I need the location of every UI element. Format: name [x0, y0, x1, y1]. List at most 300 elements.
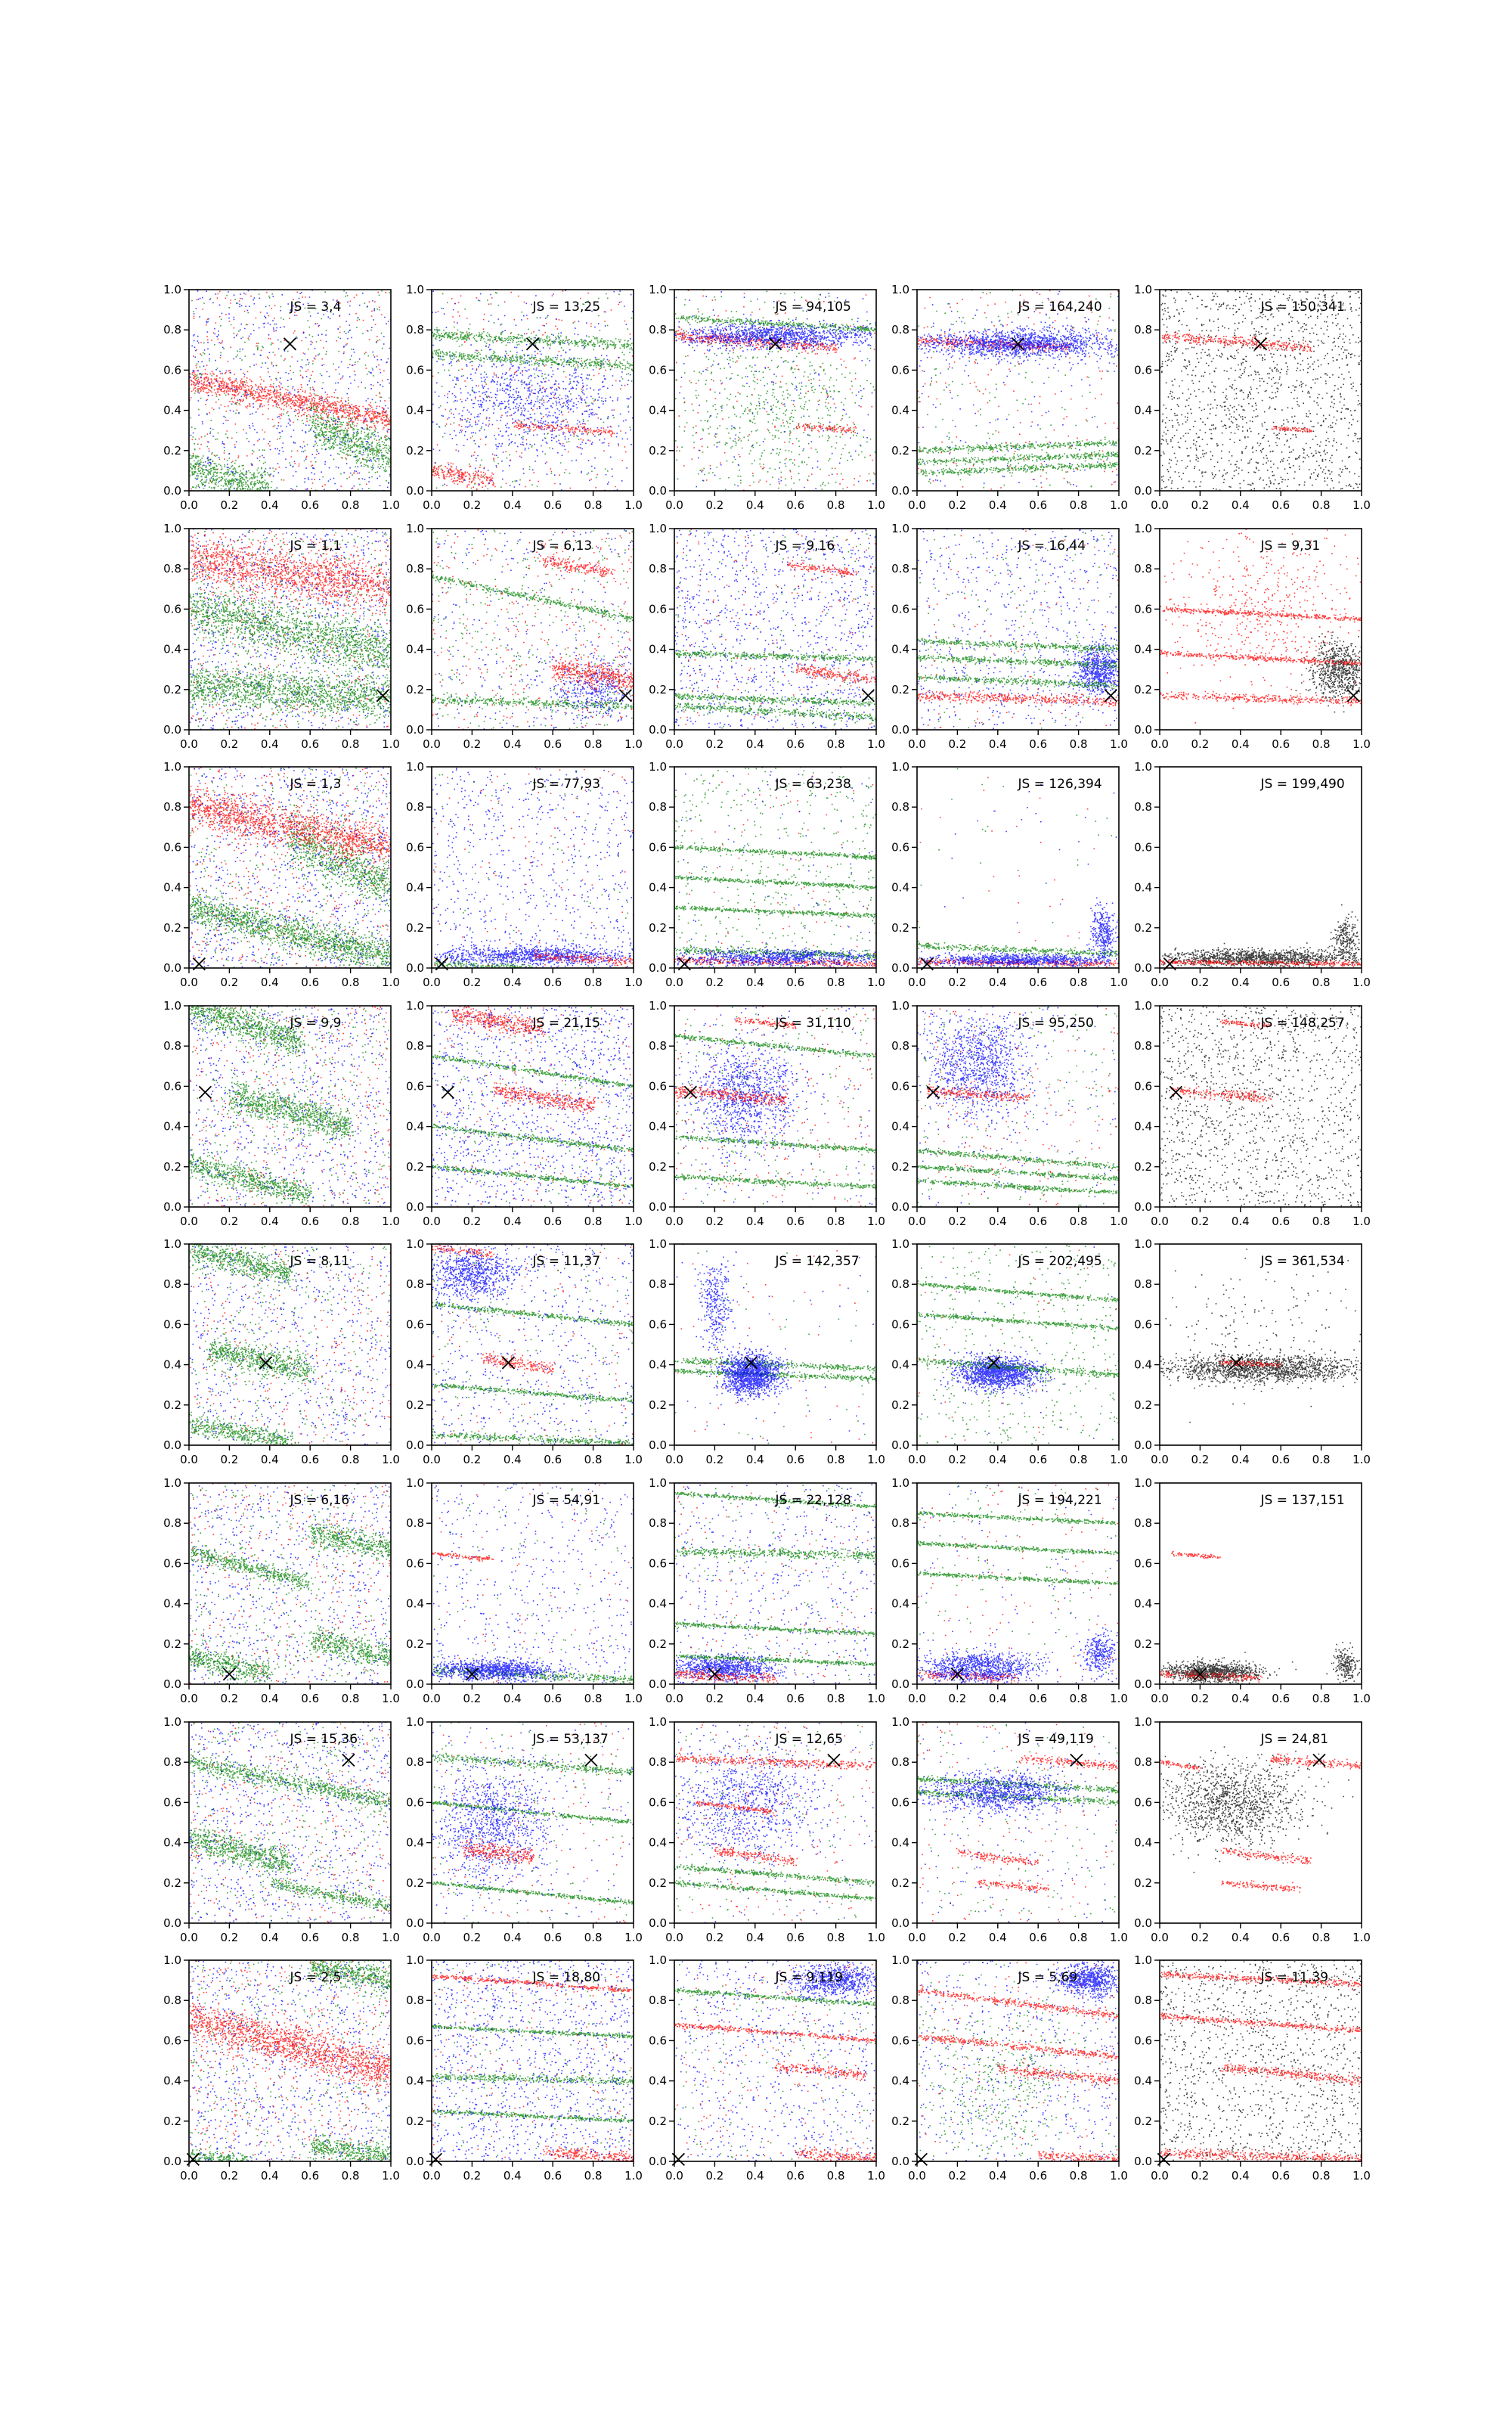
x-tick-label: 0.2: [948, 1215, 967, 1228]
x-tick-label: 0.2: [1191, 976, 1210, 989]
points-r: [190, 1483, 392, 1684]
axes-frame: [1160, 1244, 1362, 1445]
x-tick-label: 0.2: [463, 1215, 482, 1228]
y-tick-label: 0.6: [891, 840, 909, 855]
axes-frame: [432, 290, 634, 491]
y-tick-label: 0.4: [406, 1835, 424, 1850]
y-tick-label: 0.2: [1134, 2114, 1152, 2128]
js-label: JS = 150,341: [1260, 299, 1345, 315]
y-tick-label: 0.8: [1134, 1755, 1152, 1770]
x-tick-label: 0.6: [786, 1692, 805, 1705]
y-tick-label: 0.6: [649, 1317, 667, 1332]
points-r: [191, 1245, 392, 1444]
x-tick-label: 0.6: [301, 498, 320, 512]
y-tick-label: 0.2: [406, 2114, 424, 2128]
y-tick-label: 0.4: [649, 403, 667, 417]
x-tick-label: 0.0: [423, 498, 441, 512]
points-b: [432, 1483, 634, 1683]
x-tick-label: 0.6: [786, 498, 805, 512]
x-tick-label: 0.6: [1272, 1453, 1290, 1466]
target-marker-icon: [342, 1754, 355, 1767]
y-tick-label: 0.8: [1134, 1993, 1152, 2008]
y-tick-label: 1.0: [891, 999, 909, 1013]
y-tick-label: 0.4: [163, 880, 181, 895]
y-tick-label: 1.0: [891, 1237, 909, 1251]
js-label: JS = 31,110: [775, 1016, 851, 1031]
x-tick-label: 1.0: [1352, 976, 1371, 989]
y-tick-label: 0.0: [163, 1438, 181, 1452]
y-tick-label: 0.8: [1134, 323, 1152, 337]
y-tick-label: 0.4: [406, 1119, 424, 1134]
y-tick-label: 0.4: [891, 1596, 909, 1611]
y-tick-label: 0.0: [406, 2155, 424, 2168]
x-tick-label: 0.4: [1231, 1215, 1250, 1228]
x-tick-label: 1.0: [382, 498, 400, 512]
points-g: [917, 1722, 1120, 1922]
y-tick-label: 0.8: [891, 800, 909, 814]
y-tick-label: 0.6: [163, 1079, 181, 1094]
y-tick-label: 0.2: [649, 2114, 667, 2128]
y-tick-label: 1.0: [163, 522, 181, 535]
x-tick-label: 1.0: [382, 1215, 400, 1228]
y-tick-label: 0.4: [891, 642, 909, 656]
x-tick-label: 0.8: [1312, 1931, 1331, 1944]
y-tick-label: 0.4: [406, 642, 424, 656]
y-tick-label: 0.0: [891, 1438, 909, 1452]
scatter-points: [432, 1483, 634, 1683]
x-tick-label: 0.0: [665, 1453, 683, 1466]
x-tick-label: 0.0: [1151, 1931, 1169, 1944]
y-tick-label: 0.2: [406, 1876, 424, 1890]
subplot-r5-c1: [406, 1476, 643, 1705]
subplot-r5-c0: [163, 1476, 400, 1705]
subplot-r7-c2: [649, 1953, 885, 2183]
scatter-points: [1160, 1747, 1362, 1892]
x-tick-label: 0.0: [1151, 1453, 1169, 1466]
y-tick-label: 0.0: [1134, 484, 1152, 498]
x-tick-label: 0.6: [786, 1215, 805, 1228]
x-tick-label: 0.4: [988, 1453, 1007, 1466]
x-tick-label: 1.0: [1352, 1215, 1371, 1228]
y-tick-label: 0.6: [1134, 602, 1152, 616]
scatter-points: [917, 1722, 1120, 1923]
js-label: JS = 6,16: [290, 1493, 350, 1508]
x-tick-label: 0.4: [988, 2169, 1007, 2183]
y-tick-label: 0.8: [406, 800, 424, 814]
x-tick-label: 1.0: [1110, 498, 1128, 512]
x-tick-label: 0.6: [301, 737, 320, 751]
points-r: [677, 529, 877, 729]
points-g: [918, 290, 1120, 487]
scatter-points: [189, 767, 392, 968]
x-tick-label: 0.8: [584, 1453, 603, 1466]
subplot-r1-c1: [406, 522, 643, 751]
axes-frame: [432, 767, 634, 968]
y-tick-label: 0.4: [163, 642, 181, 656]
x-tick-label: 0.4: [260, 737, 279, 751]
x-tick-label: 1.0: [1110, 1692, 1128, 1705]
x-tick-label: 0.4: [260, 1692, 279, 1705]
subplot-r2-c3: [891, 760, 1128, 989]
y-tick-label: 0.0: [649, 484, 667, 498]
y-tick-label: 0.6: [163, 602, 181, 616]
js-label: JS = 126,394: [1018, 777, 1102, 792]
points-b: [190, 1244, 392, 1445]
y-tick-label: 1.0: [163, 999, 181, 1013]
x-tick-label: 1.0: [1352, 498, 1371, 512]
target-marker-icon: [927, 1086, 939, 1098]
y-tick-label: 1.0: [406, 522, 424, 535]
x-tick-label: 0.0: [908, 1931, 926, 1944]
scatter-points: [189, 290, 392, 491]
x-tick-label: 0.4: [745, 498, 764, 512]
x-tick-label: 0.6: [786, 976, 805, 989]
x-tick-label: 0.0: [908, 1692, 926, 1705]
y-tick-label: 0.0: [891, 1200, 909, 1214]
x-tick-label: 0.8: [584, 737, 603, 751]
x-tick-label: 0.4: [745, 2169, 764, 2183]
target-marker-icon: [1170, 1086, 1182, 1098]
y-tick-label: 0.2: [1134, 443, 1152, 458]
y-tick-label: 0.2: [163, 920, 181, 935]
x-tick-label: 0.4: [503, 976, 522, 989]
axes-frame: [189, 1722, 391, 1923]
points-b: [432, 1960, 635, 2161]
y-tick-label: 1.0: [1134, 1953, 1152, 1967]
y-tick-label: 0.4: [891, 880, 909, 895]
js-label: JS = 63,238: [775, 777, 851, 792]
x-tick-label: 0.4: [1231, 1931, 1250, 1944]
points-g: [917, 1246, 1120, 1444]
subplot-r2-c4: [1134, 760, 1371, 989]
js-label: JS = 54,91: [532, 1493, 601, 1508]
y-tick-label: 0.4: [891, 1357, 909, 1372]
subplot-r0-c1: [406, 283, 643, 512]
y-tick-label: 0.8: [649, 800, 667, 814]
target-marker-icon: [199, 1086, 211, 1098]
points-b: [917, 529, 1120, 730]
y-tick-label: 0.0: [891, 1916, 909, 1930]
x-tick-label: 0.8: [1069, 2169, 1088, 2183]
target-marker-icon: [442, 1086, 454, 1098]
points-g: [917, 1007, 1120, 1206]
y-tick-label: 0.8: [406, 1039, 424, 1053]
x-tick-label: 0.8: [1069, 1215, 1088, 1228]
y-tick-label: 0.6: [406, 1556, 424, 1571]
x-tick-label: 1.0: [1352, 1931, 1371, 1944]
x-tick-label: 0.4: [745, 1692, 764, 1705]
x-tick-label: 0.6: [301, 1931, 320, 1944]
x-tick-label: 0.8: [341, 498, 360, 512]
scatter-points: [189, 1483, 392, 1684]
y-tick-label: 1.0: [163, 1953, 181, 1967]
x-tick-label: 0.2: [1191, 1692, 1210, 1705]
y-tick-label: 0.2: [1134, 682, 1152, 697]
subplot-r2-c1: [406, 760, 643, 989]
y-tick-label: 1.0: [406, 1715, 424, 1729]
y-tick-label: 1.0: [1134, 1715, 1152, 1729]
y-tick-label: 0.4: [649, 1357, 667, 1372]
js-label: JS = 11,37: [532, 1254, 601, 1269]
x-tick-label: 0.6: [544, 976, 562, 989]
points-r: [918, 1962, 1120, 2161]
scatter-points: [432, 768, 634, 968]
target-marker-icon: [1105, 690, 1117, 702]
y-tick-label: 1.0: [891, 522, 909, 535]
y-tick-label: 0.6: [891, 1556, 909, 1571]
points-k: [1160, 1960, 1362, 2161]
y-tick-label: 0.8: [1134, 1516, 1152, 1531]
points-r: [917, 531, 1119, 728]
x-tick-label: 0.8: [1312, 1692, 1331, 1705]
points-k: [1160, 1249, 1363, 1423]
x-tick-label: 1.0: [624, 1453, 643, 1466]
y-tick-label: 0.2: [649, 1876, 667, 1890]
x-tick-label: 0.8: [1069, 1931, 1088, 1944]
axes-frame: [189, 1483, 391, 1684]
y-tick-label: 0.4: [649, 1835, 667, 1850]
points-r: [674, 1487, 877, 1683]
y-tick-label: 0.0: [1134, 1916, 1152, 1930]
y-tick-label: 0.8: [1134, 1039, 1152, 1053]
y-tick-label: 0.4: [406, 880, 424, 895]
scatter-points: [432, 290, 634, 491]
scatter-points: [917, 1960, 1120, 2161]
y-tick-label: 0.0: [891, 961, 909, 975]
js-label: JS = 9,31: [1260, 538, 1321, 554]
axes-frame: [189, 290, 391, 491]
x-tick-label: 0.2: [220, 498, 239, 512]
y-tick-label: 0.4: [649, 642, 667, 656]
x-tick-label: 0.8: [341, 976, 360, 989]
points-g: [674, 1485, 878, 1681]
js-label: JS = 194,221: [1018, 1493, 1102, 1508]
scatter-points: [675, 1244, 878, 1443]
x-tick-label: 0.4: [988, 1215, 1007, 1228]
x-tick-label: 0.4: [503, 2169, 522, 2183]
points-r: [676, 1722, 877, 1920]
y-tick-label: 1.0: [1134, 1237, 1152, 1251]
y-tick-label: 0.0: [406, 1677, 424, 1691]
subplot-r7-c4: [1134, 1953, 1371, 2183]
y-tick-label: 0.2: [163, 443, 181, 458]
y-tick-label: 0.6: [406, 363, 424, 377]
y-tick-label: 0.8: [649, 562, 667, 576]
x-tick-label: 1.0: [624, 976, 643, 989]
x-tick-label: 0.2: [948, 1453, 967, 1466]
subplot-r5-c4: [1134, 1476, 1371, 1705]
axes-frame: [432, 529, 634, 730]
x-tick-label: 0.0: [665, 2169, 683, 2183]
x-tick-label: 0.8: [826, 1215, 845, 1228]
y-tick-label: 0.0: [406, 1200, 424, 1214]
x-tick-label: 0.2: [705, 2169, 724, 2183]
x-tick-label: 0.6: [544, 1215, 562, 1228]
x-tick-label: 0.0: [423, 737, 441, 751]
x-tick-label: 0.0: [423, 1453, 441, 1466]
scatter-points: [189, 1244, 392, 1445]
y-tick-label: 0.6: [163, 2034, 181, 2048]
y-tick-label: 0.2: [163, 1159, 181, 1174]
y-tick-label: 1.0: [649, 1953, 667, 1967]
scatter-points: [674, 290, 877, 491]
points-g: [189, 291, 392, 491]
y-tick-label: 0.4: [163, 1119, 181, 1134]
y-tick-label: 0.8: [649, 1993, 667, 2008]
x-tick-label: 0.8: [826, 1453, 845, 1466]
js-label: JS = 53,137: [532, 1732, 609, 1747]
y-tick-label: 0.4: [1134, 2074, 1152, 2088]
y-tick-label: 0.6: [649, 602, 667, 616]
y-tick-label: 1.0: [891, 1953, 909, 1967]
js-label: JS = 21,15: [532, 1016, 601, 1031]
y-tick-label: 0.8: [406, 1755, 424, 1770]
subplot-r7-c3: [891, 1953, 1128, 2183]
y-tick-label: 0.8: [891, 562, 909, 576]
points-r: [675, 290, 877, 490]
target-marker-icon: [1070, 1754, 1083, 1767]
js-label: JS = 8,11: [290, 1254, 350, 1269]
x-tick-label: 1.0: [1110, 976, 1128, 989]
scatter-points: [1160, 1249, 1363, 1423]
x-tick-label: 0.4: [1231, 1453, 1250, 1466]
x-tick-label: 1.0: [624, 737, 643, 751]
points-r: [1162, 333, 1312, 433]
x-tick-label: 0.4: [745, 737, 764, 751]
x-tick-label: 0.4: [260, 1931, 279, 1944]
subplot-r3-c4: [1134, 999, 1371, 1228]
x-tick-label: 0.8: [341, 1215, 360, 1228]
subplot-r3-c0: [163, 999, 400, 1228]
x-tick-label: 0.2: [463, 1692, 482, 1705]
y-tick-label: 1.0: [406, 1237, 424, 1251]
y-tick-label: 1.0: [649, 1237, 667, 1251]
x-tick-label: 1.0: [1110, 1215, 1128, 1228]
x-tick-label: 1.0: [624, 1215, 643, 1228]
y-tick-label: 0.4: [1134, 1119, 1152, 1134]
x-tick-label: 0.2: [705, 1692, 724, 1705]
scatter-points: [674, 1960, 877, 2161]
y-tick-label: 0.0: [163, 484, 181, 498]
scatter-points: [917, 1007, 1120, 1207]
js-label: JS = 77,93: [532, 777, 601, 792]
x-tick-label: 0.8: [1069, 1453, 1088, 1466]
y-tick-label: 0.4: [649, 1596, 667, 1611]
x-tick-label: 1.0: [1110, 737, 1128, 751]
y-tick-label: 1.0: [1134, 1476, 1152, 1490]
x-tick-label: 0.8: [584, 1215, 603, 1228]
scatter-points: [674, 1483, 878, 1684]
subplot-r0-c4: [1134, 283, 1371, 512]
x-tick-label: 0.2: [705, 1453, 724, 1466]
points-b: [918, 1723, 1120, 1923]
x-tick-label: 0.4: [503, 737, 522, 751]
y-tick-label: 0.0: [406, 1438, 424, 1452]
x-tick-label: 0.2: [948, 737, 967, 751]
points-r: [1171, 1019, 1272, 1105]
y-tick-label: 0.4: [649, 880, 667, 895]
y-tick-label: 0.6: [163, 1795, 181, 1810]
subplot-r6-c2: [649, 1715, 885, 1944]
subplot-r2-c0: [163, 760, 400, 989]
x-tick-label: 0.6: [544, 1931, 562, 1944]
y-tick-label: 0.2: [406, 443, 424, 458]
points-b: [432, 529, 634, 729]
x-tick-label: 0.0: [1151, 498, 1169, 512]
y-tick-label: 0.2: [163, 1637, 181, 1651]
y-tick-label: 0.2: [649, 443, 667, 458]
x-tick-label: 0.6: [786, 1931, 805, 1944]
points-b: [922, 1247, 1113, 1438]
x-tick-label: 1.0: [382, 737, 400, 751]
y-tick-label: 1.0: [406, 1953, 424, 1967]
y-tick-label: 0.6: [406, 840, 424, 855]
scatter-points: [917, 290, 1120, 490]
x-tick-label: 0.6: [1272, 976, 1290, 989]
scatter-points: [189, 529, 392, 730]
y-tick-label: 0.0: [1134, 1200, 1152, 1214]
y-tick-label: 1.0: [1134, 283, 1152, 296]
y-tick-label: 0.2: [649, 1637, 667, 1651]
y-tick-label: 0.2: [1134, 1159, 1152, 1174]
x-tick-label: 0.8: [341, 1931, 360, 1944]
x-tick-label: 0.4: [988, 498, 1007, 512]
y-tick-label: 0.8: [163, 1755, 181, 1770]
js-label: JS = 94,105: [775, 299, 851, 315]
x-tick-label: 0.0: [1151, 737, 1169, 751]
js-label: JS = 9,119: [775, 1970, 844, 1985]
y-tick-label: 0.4: [163, 1357, 181, 1372]
subplot-r4-c0: [163, 1237, 400, 1466]
x-tick-label: 0.0: [180, 1453, 198, 1466]
x-tick-label: 0.6: [1029, 1931, 1048, 1944]
x-tick-label: 0.2: [463, 1453, 482, 1466]
x-tick-label: 0.0: [180, 2169, 198, 2183]
y-tick-label: 0.6: [1134, 1795, 1152, 1810]
x-tick-label: 0.0: [908, 976, 926, 989]
y-tick-label: 0.0: [406, 961, 424, 975]
x-tick-label: 0.2: [948, 1931, 967, 1944]
scatter-points: [189, 1722, 392, 1923]
y-tick-label: 0.8: [406, 562, 424, 576]
y-tick-label: 1.0: [649, 283, 667, 296]
target-marker-icon: [619, 690, 631, 702]
points-r: [919, 1246, 1117, 1441]
points-r: [432, 1485, 629, 1682]
scatter-points: [432, 1245, 635, 1445]
y-tick-label: 0.4: [406, 2074, 424, 2088]
y-tick-label: 1.0: [406, 283, 424, 296]
x-tick-label: 1.0: [867, 737, 885, 751]
x-tick-label: 0.6: [1029, 1692, 1048, 1705]
subplot-r1-c4: [1134, 522, 1371, 751]
x-tick-label: 0.6: [544, 737, 562, 751]
subplot-r3-c2: [649, 999, 885, 1228]
y-tick-label: 0.0: [649, 2155, 667, 2168]
y-tick-label: 0.0: [163, 2155, 181, 2168]
points-b: [189, 1484, 392, 1684]
x-tick-label: 0.0: [180, 1692, 198, 1705]
y-tick-label: 0.0: [891, 1677, 909, 1691]
x-tick-label: 0.8: [826, 976, 845, 989]
points-r: [1160, 1552, 1263, 1683]
x-tick-label: 0.8: [826, 498, 845, 512]
x-tick-label: 0.0: [908, 1215, 926, 1228]
y-tick-label: 0.6: [891, 1079, 909, 1094]
x-tick-label: 0.4: [988, 976, 1007, 989]
subplot-r7-c1: [406, 1953, 643, 2183]
x-tick-label: 0.6: [301, 976, 320, 989]
